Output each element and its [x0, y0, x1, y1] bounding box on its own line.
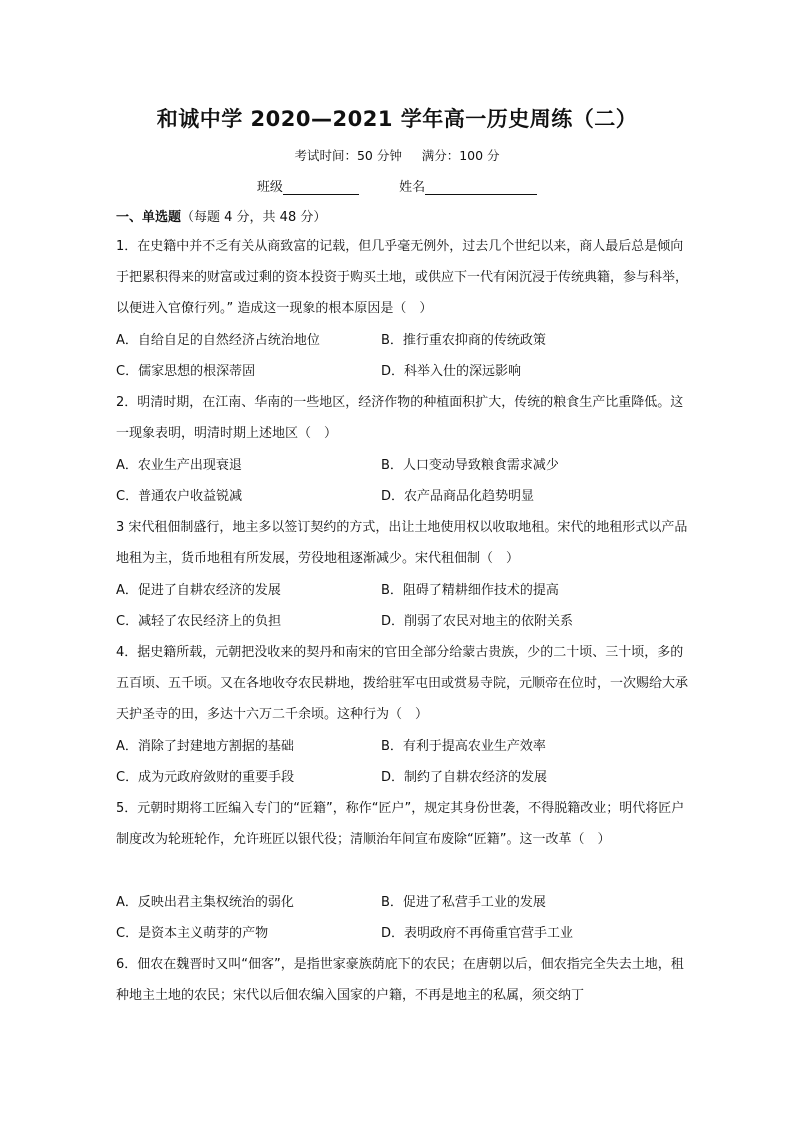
exam-time-score: 考试时间：50 分钟 满分：100 分	[294, 148, 500, 163]
class-label: 班级	[256, 180, 283, 195]
option-b[interactable]: B．有利于提高农业生产效率	[381, 739, 546, 754]
option-b[interactable]: B．阻碍了精耕细作技术的提高	[381, 583, 559, 598]
question-stem: 2．明清时期，在江南、华南的一些地区，经济作物的种植面积扩大，传统的粮食生产比重降低。这一现象表明，明清时期上述地区（ ）	[116, 395, 684, 441]
option-c[interactable]: C．儒家思想的根深蒂固	[116, 364, 256, 379]
section-heading	[116, 206, 326, 225]
option-d[interactable]: D．削弱了农民对地主的依附关系	[381, 614, 574, 629]
question-stem: 6．佃农在魏晋时又叫“佃客”，是指世家豪族荫庇下的农民；在唐朝以后，佃农指完全失去土地，租种地主土地的农民；宋代以后佃农编入国家的户籍，不再是地主的私属，须交纳丁	[116, 957, 684, 1003]
option-d[interactable]: D．制约了自耕农经济的发展	[381, 770, 548, 785]
section-note: （每题 4 分，共 48 分）	[181, 210, 327, 225]
question-stem: 4．据史籍所载，元朝把没收来的契丹和南宋的官田全部分给蒙古贵族，少的二十顷、三十顷，多的五百顷、五千顷。又在各地收夺农民耕地，拨给驻军屯田或赏易寺院，元顺帝在位时，一次赐给大承天护圣寺的田，多达十六万二千余顷。这种行为（ ）	[116, 645, 689, 722]
option-d[interactable]: D．表明政府不再倚重官营手工业	[381, 926, 574, 941]
option-d[interactable]: D．科举入仕的深远影响	[381, 364, 522, 379]
option-c[interactable]: C．普通农户收益锐减	[116, 489, 243, 504]
name-label: 姓名	[399, 180, 426, 195]
option-a[interactable]: A．农业生产出现衰退	[116, 458, 242, 473]
question-stem: 5．元朝时期将工匠编入专门的“匠籍”，称作“匠户”，规定其身份世袭，不得脱籍改业；明代将匠户制度改为轮班轮作，允许班匠以银代役；清顺治年间宣布废除“匠籍”。这一改革（ ）	[116, 801, 685, 847]
option-b[interactable]: B．促进了私营手工业的发展	[381, 895, 546, 910]
option-a[interactable]: A．消除了封建地方割据的基础	[116, 739, 294, 754]
option-b[interactable]: B．人口变动导致粮食需求减少	[381, 458, 559, 473]
option-a[interactable]: A．自给自足的自然经济占统治地位	[116, 333, 320, 348]
name-blank	[425, 180, 537, 195]
question-options	[116, 887, 690, 949]
question-stem: 3 宋代租佃制盛行，地主多以签订契约的方式，出让土地使用权以收取地租。宋代的地租形式以产品地租为主，货币地租有所发展，劳役地租逐渐减少。宋代租佃制（ ）	[116, 520, 688, 566]
class-blank	[283, 180, 359, 195]
option-d[interactable]: D．农产品商品化趋势明显	[381, 489, 535, 504]
option-c[interactable]: C．减轻了农民经济上的负担	[116, 614, 282, 629]
exam-title: 和诚中学 2020—2021 学年高一历史周练（二）	[156, 107, 638, 131]
question-options	[116, 575, 690, 637]
question-options	[116, 325, 690, 387]
section-title: 一、单选题	[116, 210, 182, 225]
option-c[interactable]: C．是资本主义萌芽的产物	[116, 926, 269, 941]
option-c[interactable]: C．成为元政府敛财的重要手段	[116, 770, 295, 785]
option-b[interactable]: B．推行重农抑商的传统政策	[381, 333, 546, 348]
option-a[interactable]: A．反映出君主集权统治的弱化	[116, 895, 294, 910]
question-options	[116, 450, 690, 512]
class-name-line	[0, 176, 794, 195]
option-a[interactable]: A．促进了自耕农经济的发展	[116, 583, 281, 598]
question-stem: 1．在史籍中并不乏有关从商致富的记载，但几乎毫无例外，过去几个世纪以来，商人最后总是倾向于把累积得来的财富或过剩的资本投资于购买土地，或供应下一代有闲沉浸于传统典籍，参与科举，以便进入官僚行列。” 造成这一现象的根本原因是（ ）	[116, 239, 689, 316]
question-options	[116, 731, 690, 793]
